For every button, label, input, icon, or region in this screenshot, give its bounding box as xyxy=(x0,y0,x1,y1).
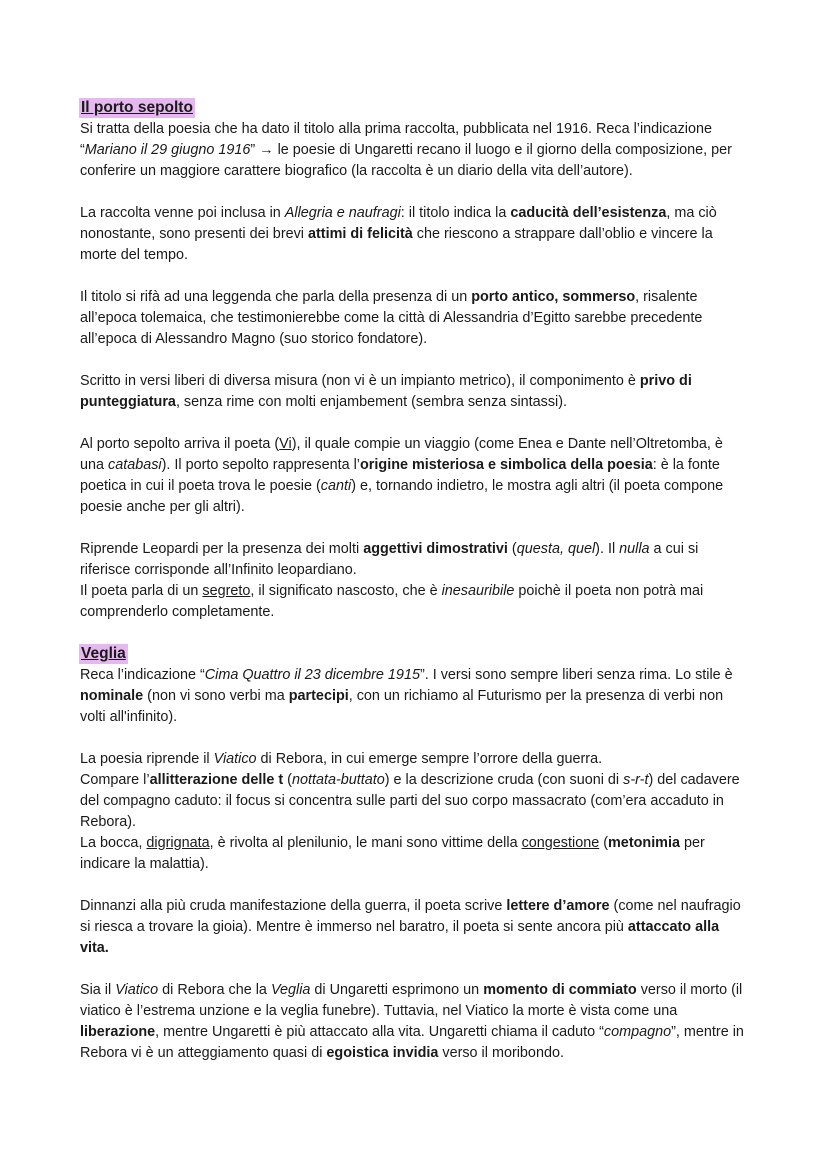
text-run: Il poeta parla di un xyxy=(80,583,203,599)
text-run: La raccolta venne poi inclusa in xyxy=(80,205,285,221)
text-run: poichè il poeta non potrà mai comprenderlo completamente. xyxy=(80,583,704,620)
italic-text: canti xyxy=(320,478,352,494)
text-run: che riescono a strappare dall’oblio e vincere la morte del tempo. xyxy=(80,226,713,263)
bold-text: porto antico, sommerso xyxy=(471,289,636,305)
italic-text: catabasi xyxy=(108,457,162,473)
text-run: Si tratta della poesia che ha dato il titolo alla prima raccolta, pubblicata nel 1916. Reca l’indicazione “ xyxy=(80,121,712,158)
paragraph xyxy=(80,665,750,728)
text-run: : è la fonte poetica in cui il poeta trova le poesie ( xyxy=(80,457,720,494)
text-run: Riprende Leopardi per la presenza dei molti xyxy=(80,541,364,557)
text-run: Compare l’ xyxy=(80,772,150,788)
text-run: Al porto sepolto arriva il poeta ( xyxy=(80,436,280,452)
italic-text: Veglia xyxy=(270,982,311,998)
text-run: di Rebora, in cui emerge sempre l’orrore della guerra. xyxy=(256,751,603,767)
text-run: , senza rime con molti enjambement (sembra senza sintassi). xyxy=(175,394,568,410)
section-heading: Il porto sepolto xyxy=(81,99,193,116)
paragraph xyxy=(80,119,750,182)
bold-text: metonimia xyxy=(608,835,680,851)
text-run: ” → le poesie di Ungaretti recano il luogo e il giorno della composizione, per conferire un maggiore carattere biografico (la raccolta è un diario della vita dell’autore). xyxy=(80,142,732,179)
italic-text: inesauribile xyxy=(441,583,515,599)
underlined-text: congestione xyxy=(521,835,600,851)
text-run: Reca l’indicazione “ xyxy=(80,667,205,683)
paragraph xyxy=(80,749,750,770)
section-veglia xyxy=(80,644,750,1064)
paragraph xyxy=(80,287,750,350)
paragraph xyxy=(80,896,750,959)
text-run: verso il moribondo. xyxy=(438,1045,564,1061)
text-run: ( xyxy=(599,835,609,851)
underlined-text: digrignata xyxy=(146,835,210,851)
bold-text: liberazione xyxy=(80,1024,156,1040)
text-run: , mentre Ungaretti è più attaccato alla vita. Ungaretti chiama il caduto “ xyxy=(155,1024,604,1040)
paragraph xyxy=(80,581,750,623)
italic-text: Mariano il 29 giugno 1916 xyxy=(84,142,251,158)
underlined-text: Vi xyxy=(279,436,292,452)
bold-text: partecipi xyxy=(288,688,349,704)
text-run: , il significato nascosto, che è xyxy=(250,583,442,599)
text-run: La poesia riprende il xyxy=(80,751,214,767)
text-run: Scritto in versi liberi di diversa misura (non vi è un impianto metrico), il componimento è xyxy=(80,373,640,389)
text-run: , ma ciò nonostante, sono presenti dei brevi xyxy=(80,205,717,242)
text-run: (come nel naufragio si riesca a trovare la gioia). Mentre è immerso nel baratro, il poeta si sente ancora più xyxy=(80,898,741,935)
text-run: verso il morto (il viatico è l’estrema unzione e la veglia funebre). Tuttavia, nel Viatico la morte è vista come una xyxy=(80,982,743,1019)
text-run: Sia il xyxy=(80,982,116,998)
bold-text: lettere d’amore xyxy=(506,898,610,914)
text-run: ). Il xyxy=(595,541,620,557)
text-run: (non vi sono verbi ma xyxy=(143,688,289,704)
bold-text: aggettivi dimostrativi xyxy=(363,541,508,557)
bold-text: privo di punteggiatura xyxy=(80,373,692,410)
paragraph xyxy=(80,371,750,413)
text-run: ) del cadavere del compagno caduto: il focus si concentra sulle parti del suo corpo massacrato (com’era accaduto in Rebora). xyxy=(80,772,740,830)
italic-text: Viatico xyxy=(213,751,257,767)
bold-text: allitterazione delle t xyxy=(149,772,284,788)
text-run: ”, mentre in Rebora vi è un atteggiamento quasi di xyxy=(80,1024,744,1061)
italic-text: nulla xyxy=(619,541,650,557)
paragraph xyxy=(80,770,750,833)
text-run: La bocca, xyxy=(80,835,147,851)
text-run: , con un richiamo al Futurismo per la presenza di verbi non volti all'infinito). xyxy=(80,688,724,725)
text-run: a cui si riferisce corrisponde all’Infinito leopardiano. xyxy=(80,541,699,578)
bold-text: attaccato alla vita. xyxy=(80,919,720,956)
text-run: ( xyxy=(507,541,517,557)
italic-text: compagno xyxy=(603,1024,672,1040)
paragraph xyxy=(80,833,750,875)
italic-text: Cima Quattro il 23 dicembre 1915 xyxy=(204,667,420,683)
text-run: ( xyxy=(283,772,292,788)
text-run: ), il quale compie un viaggio (come Enea e Dante nell’Oltretomba, è una xyxy=(80,436,723,473)
document-page xyxy=(80,98,750,1085)
underlined-text: segreto xyxy=(202,583,251,599)
text-run: per indicare la malattia). xyxy=(80,835,705,872)
text-run: ) e la descrizione cruda (con suoni di xyxy=(384,772,624,788)
italic-text: questa, quel xyxy=(516,541,596,557)
section-heading: Veglia xyxy=(81,645,126,662)
text-run: Dinnanzi alla più cruda manifestazione della guerra, il poeta scrive xyxy=(80,898,507,914)
bold-text: attimi di felicità xyxy=(308,226,413,242)
text-run: ”. I versi sono sempre liberi senza rima. Lo stile è xyxy=(419,667,733,683)
bold-text: egoistica invidia xyxy=(326,1045,439,1061)
italic-text: Allegria e naufragi xyxy=(284,205,401,221)
text-run: , è rivolta al plenilunio, le mani sono vittime della xyxy=(209,835,522,851)
bold-text: origine misteriosa e simbolica della poesia xyxy=(360,457,653,473)
text-run: ) e, tornando indietro, le mostra agli altri (il poeta compone poesie anche per gli altri). xyxy=(80,478,724,515)
paragraph xyxy=(80,434,750,518)
italic-text: s-r-t xyxy=(623,772,649,788)
section-porto-sepolto xyxy=(80,98,750,623)
paragraph xyxy=(80,539,750,581)
text-run: di Rebora che la xyxy=(158,982,271,998)
italic-text: nottata-buttato xyxy=(291,772,385,788)
text-run: ). Il porto sepolto rappresenta l’ xyxy=(161,457,361,473)
text-run: : il titolo indica la xyxy=(400,205,511,221)
bold-text: caducità dell’esistenza xyxy=(510,205,667,221)
paragraph xyxy=(80,980,750,1064)
text-run: , risalente all’epoca tolemaica, che testimonierebbe come la città di Alessandria d’Egitto sarebbe precedente all’epoca di Alessandro Magno (suo storico fondatore). xyxy=(80,289,703,347)
text-run: Il titolo si rifà ad una leggenda che parla della presenza di un xyxy=(80,289,472,305)
paragraph xyxy=(80,203,750,266)
bold-text: nominale xyxy=(80,688,144,704)
italic-text: Viatico xyxy=(115,982,159,998)
bold-text: momento di commiato xyxy=(483,982,637,998)
text-run: di Ungaretti esprimono un xyxy=(310,982,484,998)
